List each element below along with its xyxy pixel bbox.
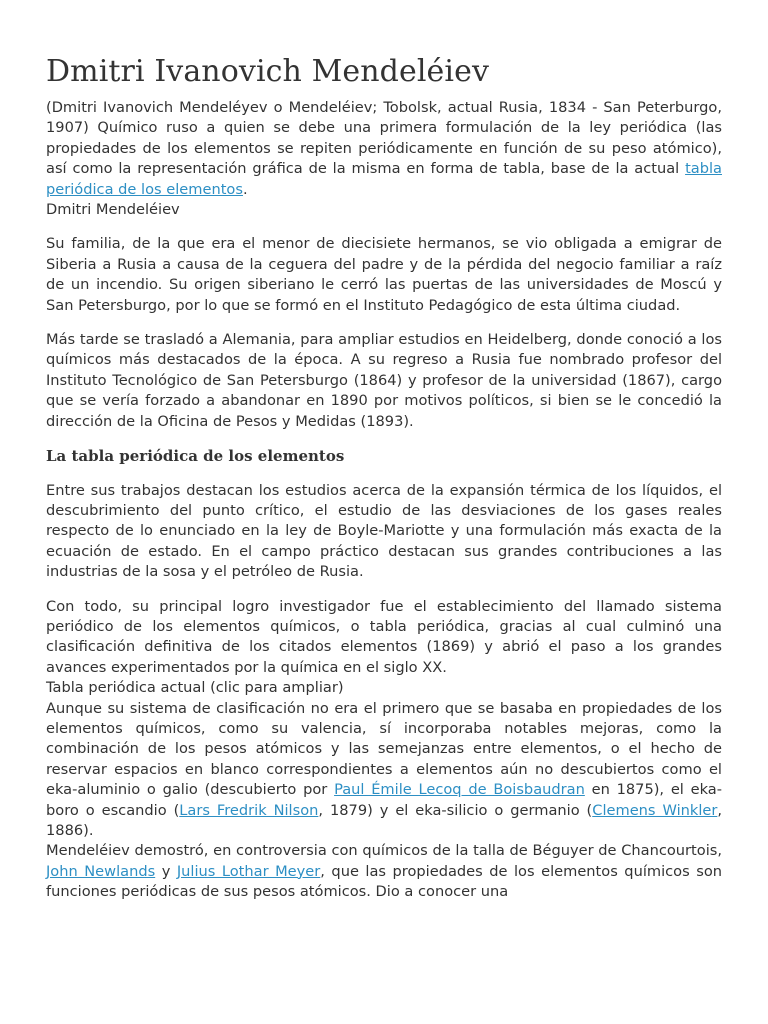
paragraph-germany: Más tarde se trasladó a Alemania, para ampliar estudios en Heidelberg, donde conoció a los químicos más destacados de la época. A su regreso a Rusia fue nombrado profesor del Instituto Tecnológico de San Petersburgo (1864) y profesor de la universidad (1867), cargo que se vería forzado a abandonar en 1890 por motivos políticos, si bien se le concedió la dirección de la Oficina de Pesos y Medidas (1893). <box>46 331 722 430</box>
link-newlands[interactable]: John Newlands <box>46 862 156 880</box>
paragraph-demonstrated: Mendeléiev demostró, en controversia con químicos de la talla de Béguyer de Chancourtois, John Newlands y Julius Lothar Meyer, que las propiedades de los elementos químicos son funciones periódicas de sus pesos atómicos. Dio a conocer una <box>46 842 722 901</box>
link-nilson[interactable]: Lars Fredrik Nilson <box>179 801 319 819</box>
image-caption-tabla: Tabla periódica actual (clic para ampliar) <box>46 679 344 697</box>
paragraph-family: Su familia, de la que era el menor de diecisiete hermanos, se vio obligada a emigrar de Siberia a Rusia a causa de la ceguera del padre y de la pérdida del negocio familiar a raíz de un incendio. Su origen siberiano le cerró las puertas de las universidades de Moscú y San Petersburgo, por lo que se formó en el Instituto Pedagógico de esta última ciudad. <box>46 235 722 314</box>
link-tabla-periodica[interactable]: tabla periódica de los elementos <box>46 160 722 198</box>
image-caption-mendeleiev: Dmitri Mendeléiev <box>46 201 180 219</box>
page-title: Dmitri Ivanovich Mendeléiev <box>46 54 489 89</box>
intro-paragraph: (Dmitri Ivanovich Mendeléyev o Mendeléiev; Tobolsk, actual Rusia, 1834 - San Peterburgo, 1907) Químico ruso a quien se debe una primera formulación de la ley periódica (las propiedades de los elementos se repiten periódicamente en función de su peso atómico), así como la representación gráfica de la misma en forma de tabla, base de la actual tabla periódica de los elementos. <box>46 99 722 198</box>
paragraph-achievement: Con todo, su principal logro investigador fue el establecimiento del llamado sistema periódico de los elementos químicos, o tabla periódica, gracias al cual culminó una clasificación definitiva de los citados elementos (1869) y abrió el paso a los grandes avances experimentados por la química en el siglo XX. <box>46 597 722 676</box>
paragraph-system: Aunque su sistema de clasificación no era el primero que se basaba en propiedades de los elementos químicos, como su valencia, sí incorporaba notables mejoras, como la combinación de los pesos atómicos y las semejanzas entre elementos, o el hecho de reservar espacios en blanco correspondientes a elementos aún no descubiertos como el eka-aluminio o galio (descubierto por Paul Émile Lecoq de Boisbaudran en 1875), el eka-boro o escandio (Lars Fredrik Nilson, 1879) y el eka-silicio o germanio (Clemens Winkler, 1886). <box>46 699 723 839</box>
link-boisbaudran[interactable]: Paul Émile Lecoq de Boisbaudran <box>334 781 585 799</box>
link-winkler[interactable]: Clemens Winkler <box>592 801 718 819</box>
section-heading: La tabla periódica de los elementos <box>46 447 345 466</box>
paragraph-works: Entre sus trabajos destacan los estudios acerca de la expansión térmica de los líquidos, el descubrimiento del punto crítico, el estudio de las desviaciones de los gases reales respecto de lo enunciado en la ley de Boyle-Mariotte y una formulación más exacta de la ecuación de estado. En el campo práctico destacan sus grandes contribuciones a las industrias de la sosa y el petróleo de Rusia. <box>46 481 722 581</box>
link-meyer[interactable]: Julius Lothar Meyer <box>176 862 321 880</box>
